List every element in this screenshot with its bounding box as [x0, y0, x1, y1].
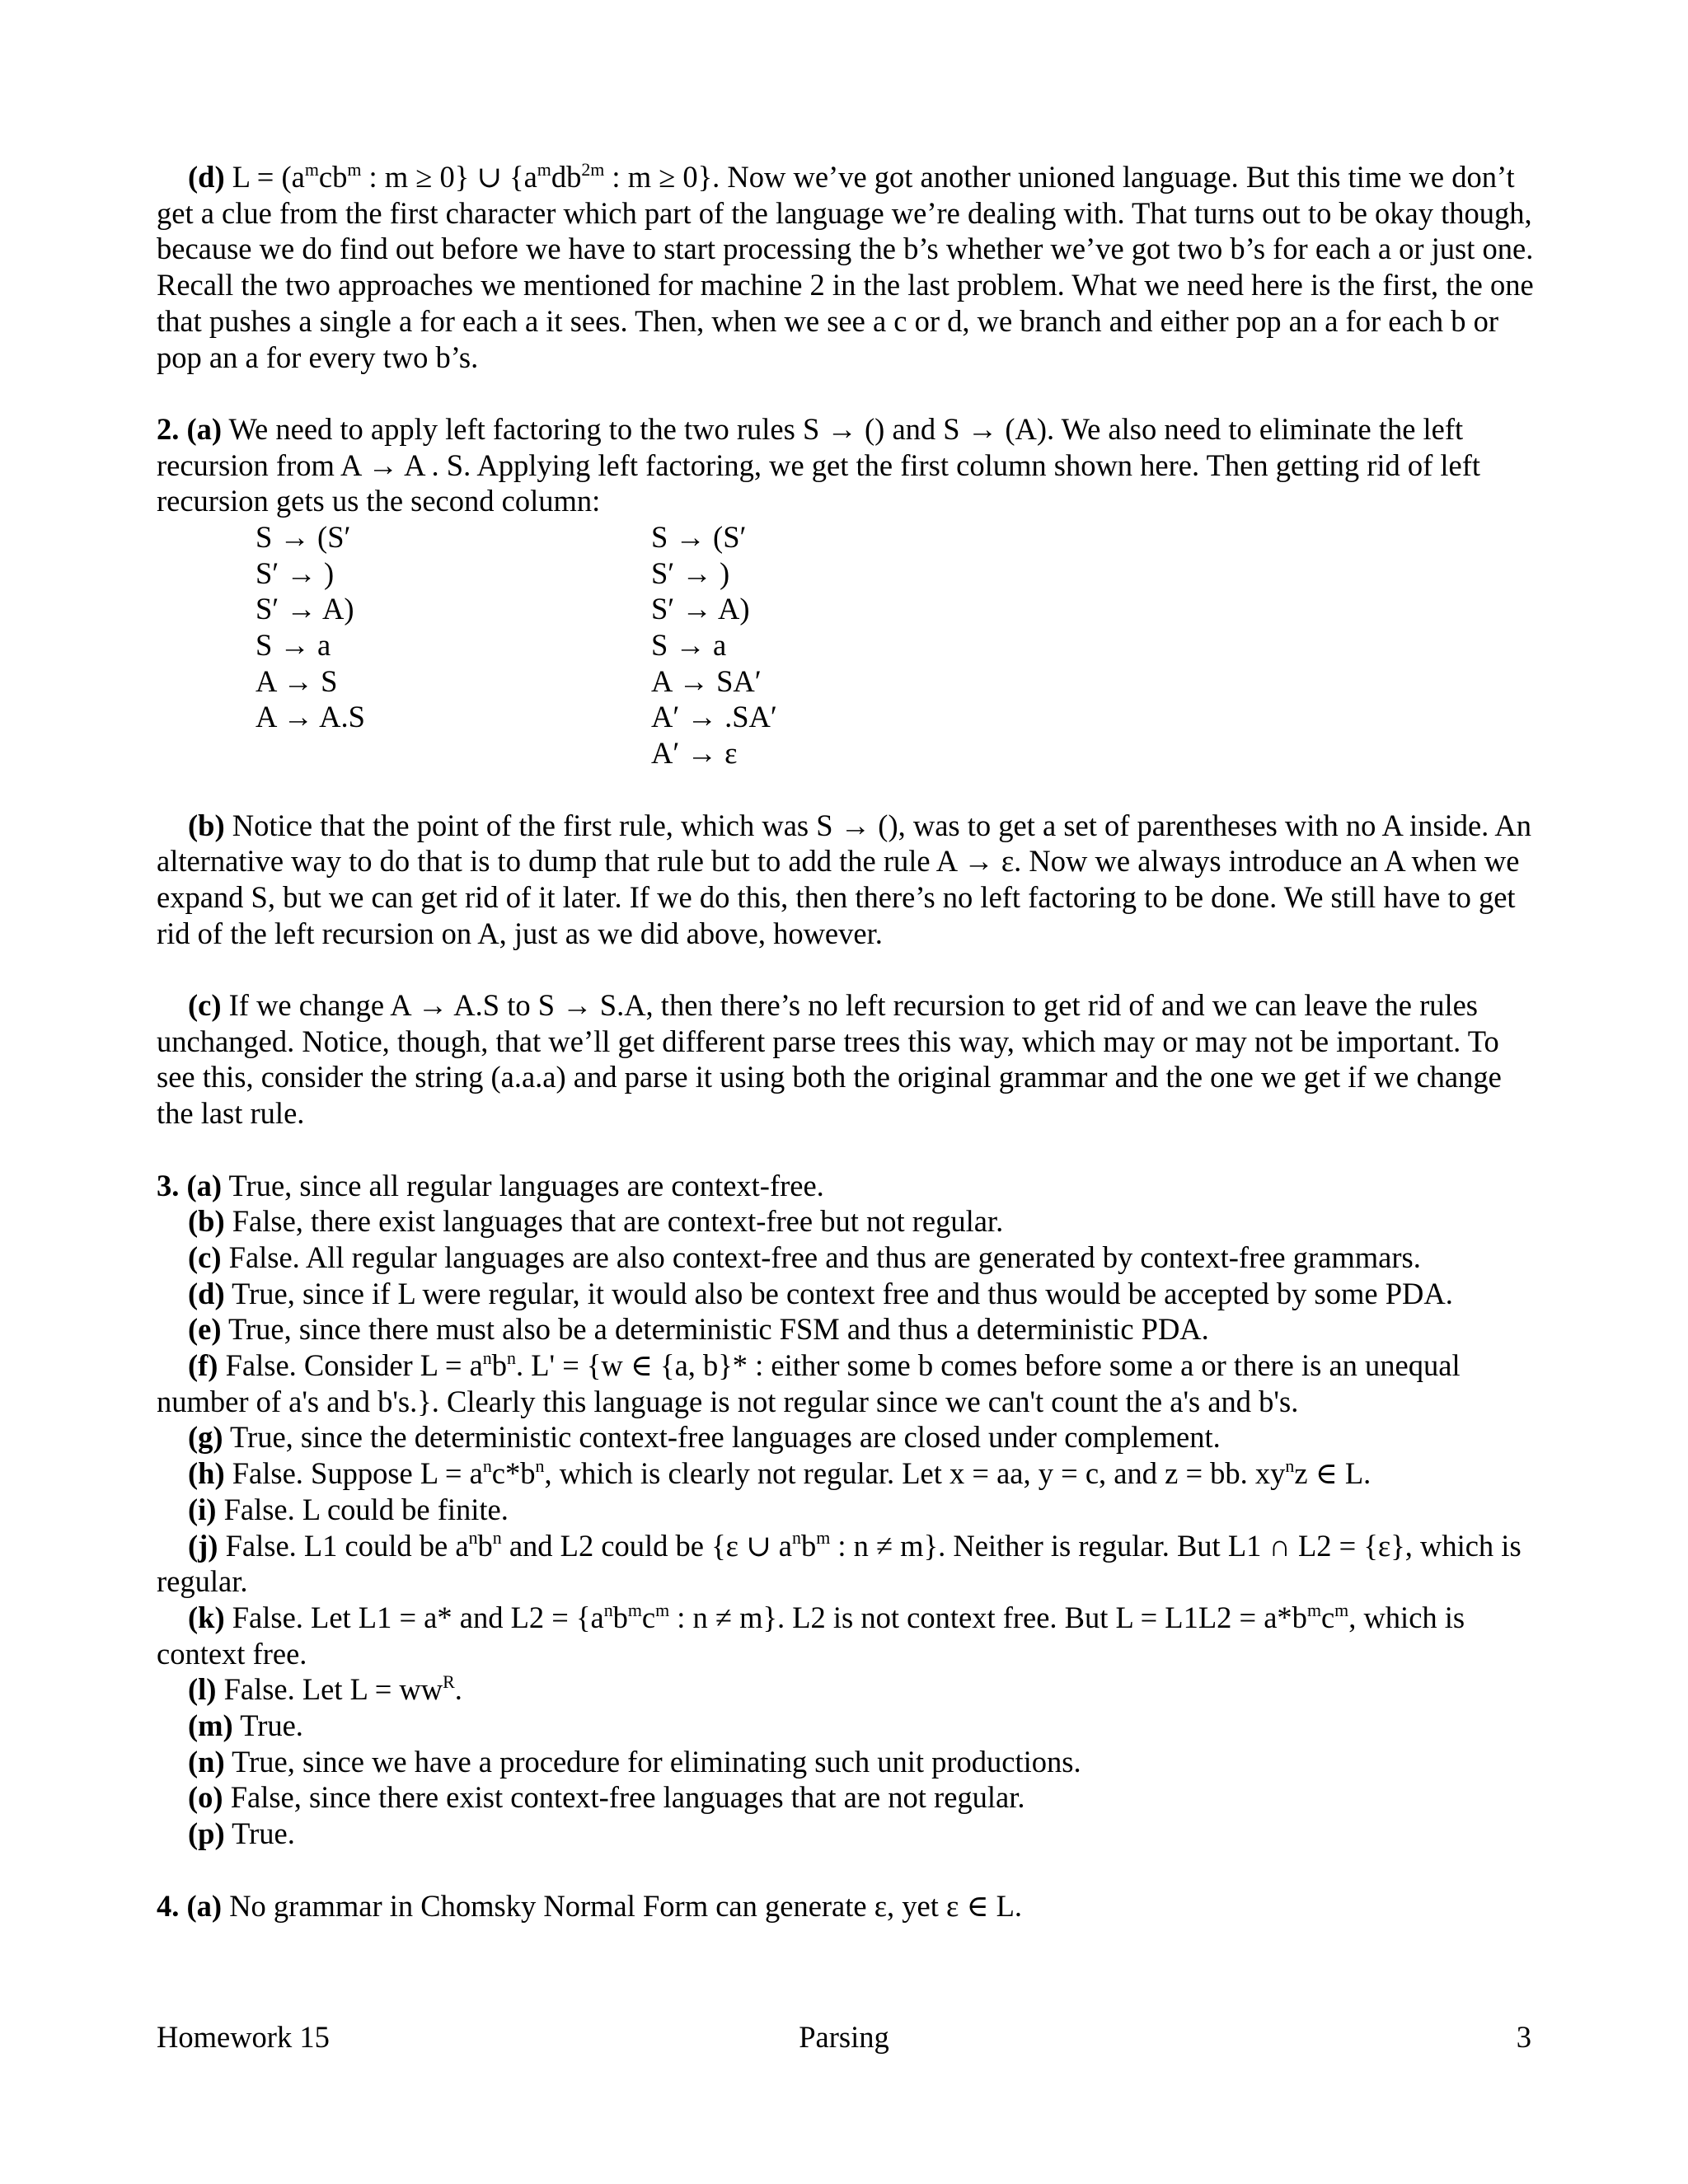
page-content [157, 159, 1541, 1924]
answer-text: Notice that the point of the first rule, which was S → (), was to get a set of parentheses with no A inside. An alternative way to do that is to dump that rule but to add the rule A → ε. Now we always introduce an A when we expand S, but we can get rid of it later. If we do this, then there’s no left factoring to be done. We still have to get rid of the left recursion on A, just as we did above, however. [157, 808, 1532, 950]
grammar-rule: S′ → ) [651, 555, 730, 590]
grammar-rule: S → (S′ [256, 520, 351, 555]
grammar-rule: A → S [256, 663, 338, 698]
answer-text: False. All regular languages are also context-free and thus are generated by context-free grammars. [228, 1240, 1421, 1274]
answer-2c [157, 987, 1541, 1132]
answer-text: No grammar in Chomsky Normal Form can generate ε, yet ε ∈ L. [229, 1888, 1023, 1923]
answer-text: False. Consider $L = a^nb^n$. L' = {w ∈ {a, b}* : either some b comes before some a or there is an unequal number of a's and b's.}. Clearly this language is not regular since we can't count the a's and b's. [157, 1347, 1461, 1418]
answer-text: False. L1 could be $a^nb^n$ and L2 could be {ε ∪ $a^nb^m$ : n ≠ m}. Neither is regular. But L1 ∩ L2 = {ε}, which is regular. [157, 1527, 1522, 1599]
grammar-rule: S → a [256, 628, 331, 663]
answer-label: (e) [188, 1312, 222, 1347]
answer-text: True, since the deterministic context-free languages are closed under complement. [230, 1420, 1221, 1455]
answer-label: 4. (a) [157, 1888, 223, 1923]
answer-3p [157, 1816, 1541, 1852]
grammar-left-factored-column [256, 519, 651, 771]
answer-label: (p) [188, 1816, 225, 1851]
answer-3h [157, 1455, 1541, 1492]
answer-3e [157, 1311, 1541, 1347]
grammar-rule: S′ → A) [256, 592, 354, 626]
answer-3j [157, 1528, 1541, 1600]
answer-label: (d) [188, 1276, 225, 1310]
answer-text: We need to apply left factoring to the two rules S → () and S → (A). We also need to eliminate the left recursion from A → A . S. Applying left factoring, we get the first column shown here. Then getting rid of left recursion gets us the second column: [157, 411, 1481, 518]
answer-3o [157, 1779, 1541, 1816]
page-number: 3 [1516, 2020, 1531, 2054]
answer-3f [157, 1347, 1541, 1419]
answer-2b [157, 808, 1541, 952]
answer-label: (i) [188, 1492, 217, 1526]
answer-text: True, since all regular languages are context-free. [228, 1168, 824, 1202]
answer-text: Now we’ve got another unioned language. But this time we don’t get a clue from the first character which part of the language we’re dealing with. That turns out to be okay though, because we do find out before we have to start processing the b’s whether we’ve got two b’s for each a or just one. Recall the two approaches we mentioned for machine 2 in the last problem. What we need here is the first, the one that pushes a single a for each a it sees. Then, when we see a c or d, we branch and either pop an a for each b or pop an a for every two b’s. [157, 160, 1534, 374]
answer-text: True, since there must also be a deterministic FSM and thus a deterministic PDA. [227, 1312, 1209, 1347]
answer-text: True, since if L were regular, it would also be context free and thus would be accepted by some PDA. [232, 1276, 1453, 1310]
answer-3a [157, 1168, 1541, 1204]
answer-label: 2. (a) [157, 411, 223, 446]
grammar-rule: A → A.S [256, 700, 365, 734]
answer-text: True. [232, 1816, 295, 1851]
answer-label: (h) [188, 1456, 225, 1491]
answer-3n [157, 1744, 1541, 1780]
grammar-rule: S′ → A) [651, 592, 750, 626]
grammar-rule: A′ → .SA′ [651, 700, 777, 734]
page-footer [157, 2019, 1531, 2055]
answer-label: (c) [188, 988, 222, 1023]
answer-label: (l) [188, 1672, 217, 1707]
answer-2a [157, 411, 1541, 519]
answer-3g [157, 1419, 1541, 1455]
answer-label: (n) [188, 1744, 225, 1779]
footer-course: Homework 15 [157, 2020, 330, 2054]
answer-3d [157, 1276, 1541, 1312]
answer-label: (b) [188, 808, 225, 842]
answer-3c [157, 1240, 1541, 1276]
answer-text: False, since there exist context-free languages that are not regular. [230, 1780, 1025, 1815]
answer-label: (f) [188, 1348, 218, 1383]
answer-3l [157, 1671, 1541, 1708]
answer-label: 3. (a) [157, 1168, 223, 1202]
answer-label: (k) [188, 1600, 225, 1634]
grammar-rules [256, 519, 1541, 771]
answer-label: (b) [188, 1204, 225, 1239]
answer-4a [157, 1888, 1541, 1924]
grammar-rule: S → (S′ [651, 520, 747, 555]
answer-label: (o) [188, 1780, 223, 1815]
grammar-rule: A′ → ε [651, 736, 738, 771]
language-definition: $L = (a^mcb^m$ : m ≥ 0} ∪ {$a^mdb^{2m}$ : m ≥ 0}. [232, 158, 720, 194]
grammar-rule: A → SA′ [651, 663, 762, 698]
answer-text: False. L could be finite. [223, 1492, 509, 1526]
grammar-no-left-recursion-column [651, 519, 1047, 771]
grammar-rule: S′ → ) [256, 555, 335, 590]
footer-topic: Parsing [799, 2020, 889, 2054]
answer-label: (g) [188, 1420, 223, 1455]
answer-label: (m) [188, 1708, 233, 1743]
answer-text: If we change A → A.S to S → S.A, then there’s no left recursion to get rid of and we can leave the rules unchanged. Notice, though, that we’ll get different parse trees this way, which may or may not be important. To see this, consider the string (a.a.a) and parse it using both the original grammar and the one we get if we change the last rule. [157, 988, 1502, 1131]
answer-3b [157, 1203, 1541, 1240]
answer-label: (c) [188, 1240, 222, 1274]
answer-text: False. Suppose $L = a^nc*b^n$, which is clearly not regular. Let x = aa, y = c, and z = bb. $xy^nz$ ∈ L. [232, 1455, 1372, 1491]
answer-text: True. [240, 1708, 303, 1743]
answer-3i [157, 1492, 1541, 1528]
answer-3m [157, 1708, 1541, 1744]
answer-text: True, since we have a procedure for eliminating such unit productions. [232, 1744, 1081, 1779]
answer-label: (d) [188, 160, 225, 194]
answer-text: False. Let L1 = a* and $L2 = \{a^nb^mc^m$ : n ≠ m}. L2 is not context free. But $L = L1L2 = a*b^mc^m$, which is context free. [157, 1599, 1465, 1671]
grammar-rule: S → a [651, 628, 727, 663]
answer-3k [157, 1600, 1541, 1671]
answer-text: False. Let $L = ww^R$. [223, 1671, 462, 1707]
answer-label: (j) [188, 1528, 218, 1563]
answer-text: False, there exist languages that are context-free but not regular. [232, 1204, 1004, 1239]
answer-1d [157, 159, 1541, 375]
